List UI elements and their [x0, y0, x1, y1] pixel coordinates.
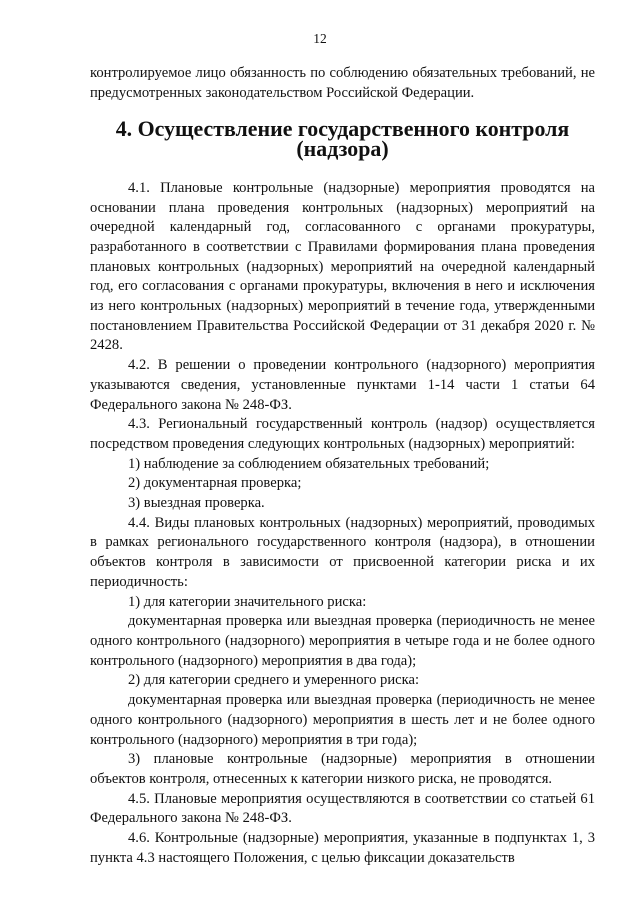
paragraph-4-6: 4.6. Контрольные (надзорные) мероприятия, указанные в подпунктах 1, 3 пункта 4.3 настоящего Положения, с целью фиксации доказательств: [90, 830, 595, 866]
medium-moderate-risk-detail: документарная проверка или выездная проверка (периодичность не менее одного контрольного (надзорного) мероприятия в шесть лет и не более одного контрольного (надзорного) мероприятия в три года);: [90, 692, 595, 748]
paragraph-4-3: 4.3. Региональный государственный контроль (надзор) осуществляется посредством проведения следующих контрольных (надзорных) мероприятий:: [90, 416, 595, 452]
document-body: [90, 64, 595, 868]
page-number: 12: [313, 31, 327, 46]
paragraph-4-1: 4.1. Плановые контрольные (надзорные) мероприятия проводятся на основании плана проведения контрольных (надзорных) мероприятий на очередной календарный год, согласованного с органами прокуратуры, разработанного в соответствии с Правилами формирования плана проведения плановых контрольных (надзорных) мероприятий на очередной календарный год, его согласования с органами прокуратуры, включения в него и исключения из него контрольных (надзорных) мероприятий в течение года, утвержденными постановлением Правительства Российской Федерации от 31 декабря 2020 г. № 2428.: [90, 179, 595, 354]
paragraph-4-4: 4.4. Виды плановых контрольных (надзорных) мероприятий, проводимых в рамках регионального государственного контроля (надзора), в отношении объектов контроля в зависимости от присвоенной категории риска и их периодичность:: [90, 514, 595, 590]
paragraph-4-2: 4.2. В решении о проведении контрольного (надзорного) мероприятия указываются сведения, установленные пунктами 1-14 части 1 статьи 64 Федерального закона № 248-ФЗ.: [90, 357, 595, 413]
list-item-observation: 1) наблюдение за соблюдением обязательных требований;: [128, 455, 490, 472]
list-item-significant-risk: 1) для категории значительного риска:: [128, 593, 367, 610]
list-item-documentary-check: 2) документарная проверка;: [128, 475, 302, 492]
list-item-low-risk: 3) плановые контрольные (надзорные) мероприятия в отношении объектов контроля, отнесенных к категории низкого риска, не проводятся.: [90, 751, 595, 787]
continuation-paragraph: контролируемое лицо обязанность по соблюдению обязательных требований, не предусмотренных законодательством Российской Федерации.: [90, 65, 595, 101]
list-item-medium-moderate-risk: 2) для категории среднего и умеренного риска:: [128, 672, 420, 689]
paragraph-4-5: 4.5. Плановые мероприятия осуществляются в соответствии со статьей 61 Федерального закона № 248-ФЗ.: [90, 790, 595, 827]
section-heading: 4. Осуществление государственного контроля (надзора): [115, 116, 570, 162]
significant-risk-detail: документарная проверка или выездная проверка (периодичность не менее одного контрольного (надзорного) мероприятия в четыре года и не более одного контрольного (надзорного) мероприятия в два года);: [90, 613, 595, 669]
list-item-onsite-check: 3) выездная проверка.: [128, 495, 265, 512]
